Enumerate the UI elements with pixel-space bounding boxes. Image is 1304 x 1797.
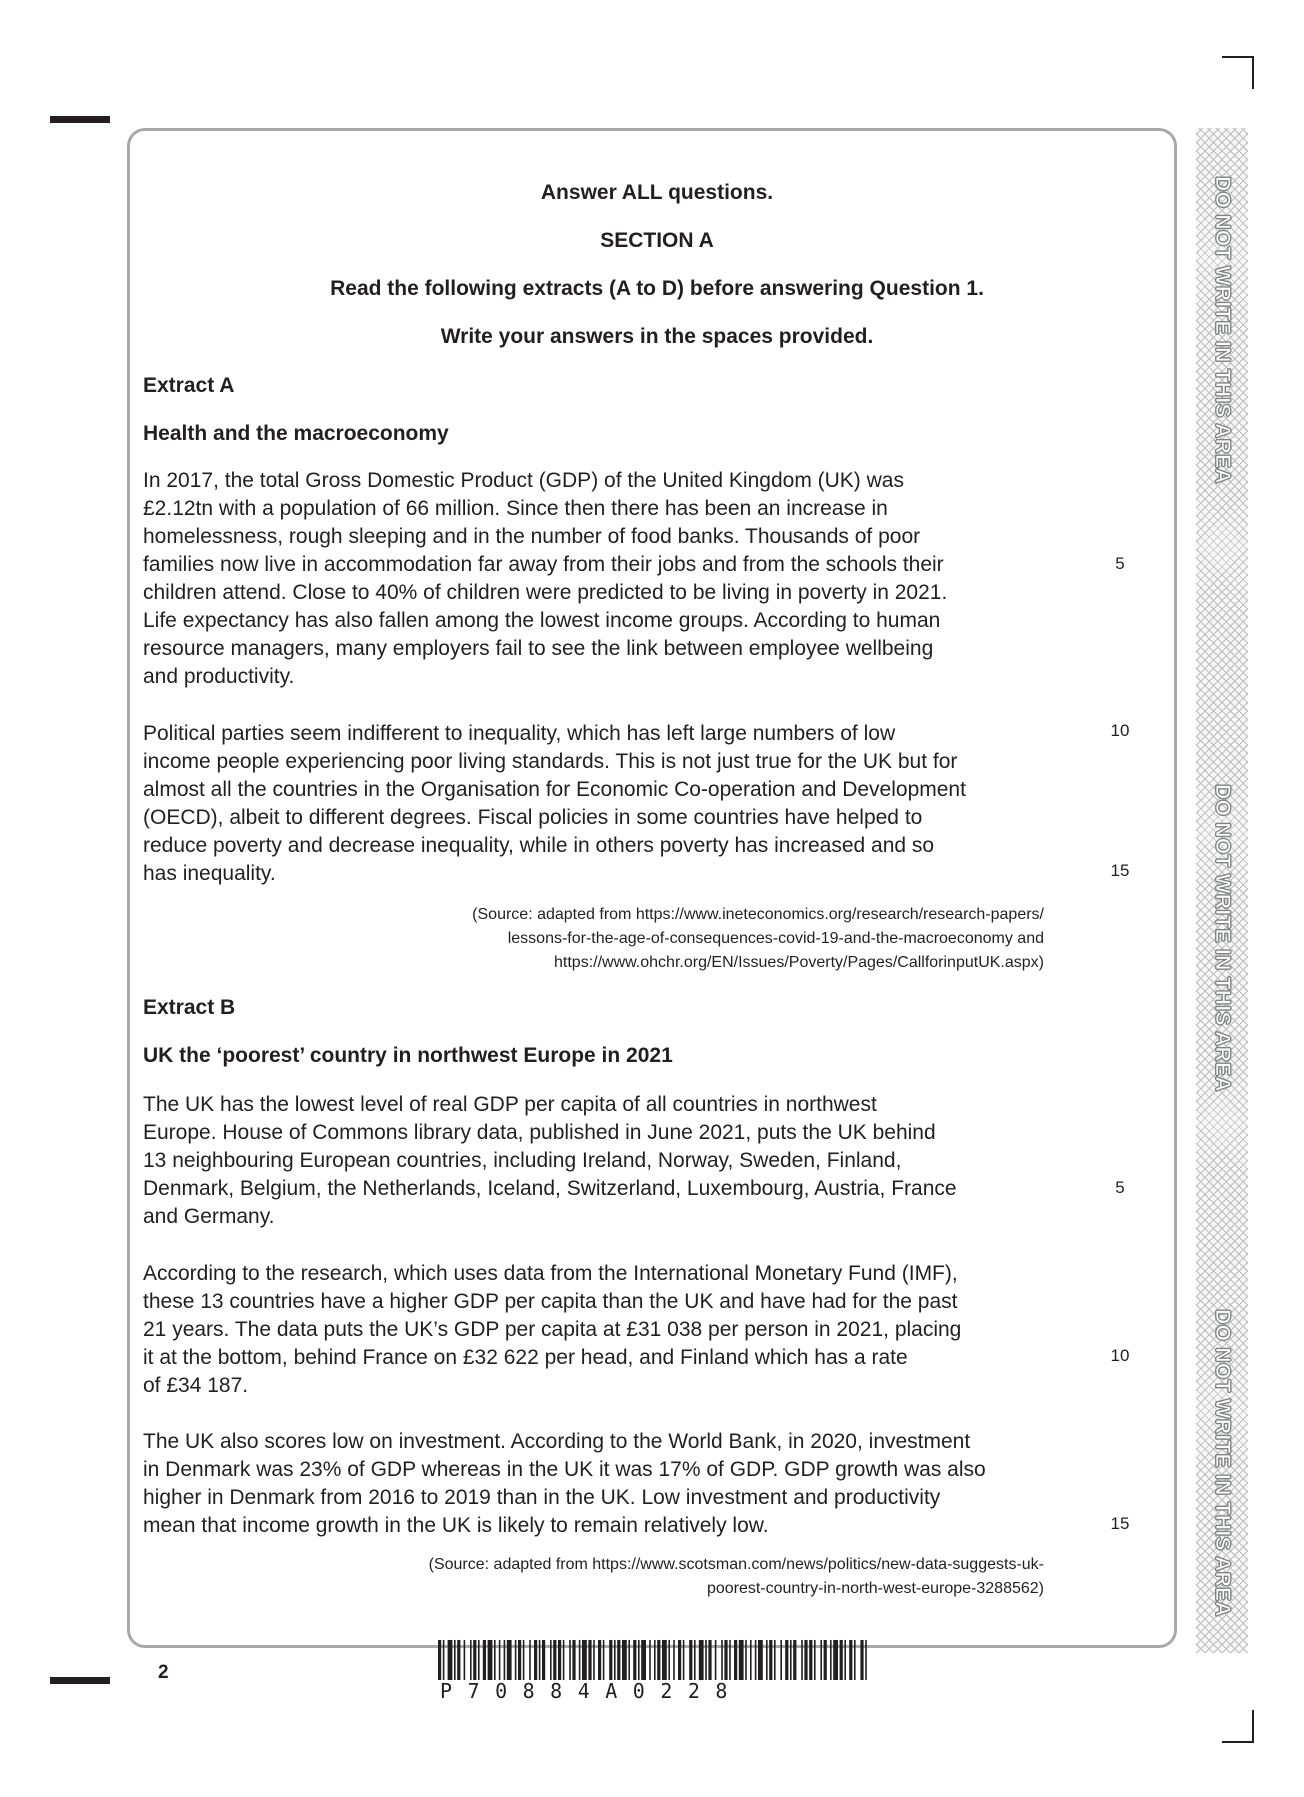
- text-line: income people experiencing poor living standards. This is not just true for the UK but for: [143, 750, 958, 773]
- barcode-bar: [683, 1640, 685, 1680]
- barcode-bar: [801, 1640, 803, 1680]
- barcode-bar: [539, 1640, 541, 1680]
- barcode-bar: [766, 1640, 768, 1680]
- section-heading: SECTION A: [600, 229, 714, 252]
- barcode-bar: [579, 1640, 581, 1680]
- source-line: (Source: adapted from https://www.ineteconomics.org/research/research-papers/: [472, 906, 1044, 923]
- barcode-bar: [483, 1640, 486, 1680]
- barcode-bar: [662, 1640, 667, 1680]
- text-line: £2.12tn with a population of 66 million. Since then there has been an increase in: [143, 497, 888, 520]
- text-line: and productivity.: [143, 665, 295, 688]
- barcode-bar: [734, 1640, 737, 1680]
- barcode-bar: [454, 1640, 456, 1680]
- line-number: 15: [1110, 861, 1130, 880]
- barcode-bar: [518, 1640, 521, 1680]
- barcode-bar: [755, 1640, 757, 1680]
- extract-a-paragraph-2: [143, 720, 1058, 888]
- barcode-bar: [699, 1640, 704, 1680]
- barcode-bar: [844, 1640, 846, 1680]
- barcode-bar: [478, 1640, 480, 1680]
- barcode-bar: [729, 1640, 731, 1680]
- text-line: in Denmark was 23% of GDP whereas in the UK it was 17% of GDP. GDP growth was also: [143, 1458, 986, 1481]
- barcode-bar: [622, 1640, 627, 1680]
- read-instruction: Read the following extracts (A to D) before answering Question 1.: [330, 277, 984, 300]
- barcode-bar: [824, 1640, 827, 1680]
- text-line: Political parties seem indifferent to inequality, which has left large numbers of low: [143, 722, 896, 745]
- crop-mark-bottom-right-horizontal: [1222, 1741, 1254, 1743]
- extract-a-source: [284, 903, 1044, 975]
- barcode-bar: [448, 1640, 453, 1680]
- text-line: According to the research, which uses data from the International Monetary Fund (IMF),: [143, 1262, 958, 1285]
- text-line: higher in Denmark from 2016 to 2019 than in the UK. Low investment and productivity: [143, 1486, 941, 1509]
- barcode-bar: [668, 1640, 670, 1680]
- barcode-bar: [609, 1640, 612, 1680]
- barcode-bar: [715, 1640, 717, 1680]
- line-number: 5: [1115, 1178, 1125, 1197]
- do-not-write-margin: [1196, 128, 1248, 1653]
- text-line: of £34 187.: [143, 1374, 249, 1397]
- barcode-bar: [804, 1640, 807, 1680]
- barcode-bar: [488, 1640, 493, 1680]
- source-line: (Source: adapted from https://www.scotsman.com/news/politics/new-data-suggests-uk-: [428, 1556, 1044, 1573]
- crop-mark-top-right-vertical: [1252, 56, 1254, 89]
- text-line: reduce poverty and decrease inequality, while in others poverty has increased and so: [143, 834, 935, 857]
- barcode-bar: [628, 1640, 630, 1680]
- barcode-bar: [865, 1640, 867, 1680]
- page-number: 2: [158, 1662, 169, 1683]
- text-line: children attend. Close to 40% of children were predicted to be living in poverty in 2021.: [143, 581, 948, 604]
- text-line: families now live in accommodation far away from their jobs and from the schools their: [143, 553, 944, 576]
- text-line: and Germany.: [143, 1205, 275, 1228]
- barcode-bar: [780, 1640, 782, 1680]
- barcode-bar: [820, 1640, 822, 1680]
- barcode-bar: [507, 1640, 512, 1680]
- line-number: 15: [1110, 1514, 1130, 1533]
- barcode-bar: [689, 1640, 692, 1680]
- barcode-bar: [443, 1640, 445, 1680]
- barcode-bar: [705, 1640, 707, 1680]
- barcode-bar: [638, 1640, 640, 1680]
- barcode-bar: [830, 1640, 832, 1680]
- extract-b-paragraph-1: [143, 1091, 1058, 1231]
- barcode-bar: [499, 1640, 501, 1680]
- text-line: these 13 countries have a higher GDP per capita than the UK and have had for the past: [143, 1290, 958, 1313]
- text-line: homelessness, rough sleeping and in the number of food banks. Thousands of poor: [143, 525, 921, 548]
- barcode-bar: [572, 1640, 575, 1680]
- barcode-bar: [614, 1640, 616, 1680]
- barcode-bar: [473, 1640, 476, 1680]
- extract-b-paragraph-2: [143, 1260, 1058, 1400]
- barcode-bar: [470, 1640, 472, 1680]
- barcode-bar: [809, 1640, 812, 1680]
- barcode-bar: [438, 1640, 441, 1680]
- barcode-bar: [529, 1640, 531, 1680]
- barcode-bar: [758, 1640, 763, 1680]
- barcode-bar: [840, 1640, 843, 1680]
- barcode-bar: [694, 1640, 696, 1680]
- crop-mark-bottom-right-vertical: [1252, 1710, 1254, 1743]
- line-number: 10: [1110, 1346, 1130, 1365]
- barcode-bar: [721, 1640, 723, 1680]
- do-not-write-label: DO NOT WRITE IN THIS AREA: [1211, 1309, 1234, 1617]
- crop-mark-bottom-left: [50, 1677, 110, 1684]
- extract-b-source: [284, 1553, 1044, 1601]
- barcode-bar: [569, 1640, 571, 1680]
- barcode-bar: [464, 1640, 466, 1680]
- extract-b-paragraph-3: [143, 1428, 1058, 1540]
- barcode-text: P70884A0228: [440, 1679, 743, 1703]
- barcode-bar: [504, 1640, 506, 1680]
- text-line: Europe. House of Commons library data, published in June 2021, puts the UK behind: [143, 1121, 936, 1144]
- barcode-bar: [860, 1640, 863, 1680]
- barcode: [438, 1640, 868, 1680]
- text-line: mean that income growth in the UK is likely to remain relatively low.: [143, 1514, 769, 1537]
- extract-a-paragraph-1: [143, 467, 1058, 691]
- barcode-bar: [550, 1640, 552, 1680]
- barcode-bar: [542, 1640, 545, 1680]
- barcode-bar: [558, 1640, 561, 1680]
- barcode-bar: [553, 1640, 556, 1680]
- text-line: Denmark, Belgium, the Netherlands, Iceland, Switzerland, Luxembourg, Austria, France: [143, 1177, 957, 1200]
- extract-b-label: Extract B: [143, 996, 236, 1019]
- barcode-bar: [833, 1640, 838, 1680]
- do-not-write-label: DO NOT WRITE IN THIS AREA: [1211, 784, 1234, 1092]
- line-number: 5: [1115, 554, 1125, 573]
- barcode-bar: [750, 1640, 752, 1680]
- barcode-bar: [790, 1640, 792, 1680]
- barcode-bar: [582, 1640, 587, 1680]
- text-line: The UK also scores low on investment. According to the World Bank, in 2020, investment: [143, 1430, 971, 1453]
- source-line: https://www.ohchr.org/EN/Issues/Poverty/Pages/CallforinputUK.aspx): [554, 954, 1044, 971]
- barcode-bar: [588, 1640, 591, 1680]
- text-line: Life expectancy has also fallen among the lowest income groups. According to human: [143, 609, 941, 632]
- line-number: 10: [1110, 721, 1130, 740]
- answer-frame: [127, 128, 1177, 1648]
- barcode-bar: [657, 1640, 660, 1680]
- barcode-bar: [673, 1640, 675, 1680]
- write-instruction: Write your answers in the spaces provided.: [440, 325, 874, 348]
- text-line: 21 years. The data puts the UK’s GDP per capita at £31 038 per person in 2021, placing: [143, 1318, 962, 1341]
- extract-a-title: Health and the macroeconomy: [143, 422, 449, 445]
- barcode-bar: [534, 1640, 537, 1680]
- barcode-bar: [678, 1640, 681, 1680]
- text-line: it at the bottom, behind France on £32 622 per head, and Finland which has a rate: [143, 1346, 908, 1369]
- barcode-bar: [457, 1640, 460, 1680]
- text-line: almost all the countries in the Organisation for Economic Co-operation and Development: [143, 778, 966, 801]
- barcode-bar: [814, 1640, 816, 1680]
- crop-mark-top-left: [50, 116, 110, 123]
- text-line: The UK has the lowest level of real GDP per capita of all countries in northwest: [143, 1093, 877, 1116]
- extract-a-label: Extract A: [143, 374, 235, 397]
- barcode-bar: [523, 1640, 525, 1680]
- barcode-bar: [739, 1640, 744, 1680]
- barcode-bar: [641, 1640, 646, 1680]
- barcode-bar: [633, 1640, 636, 1680]
- barcode-bar: [793, 1640, 796, 1680]
- source-line: lessons-for-the-age-of-consequences-covid-19-and-the-macroeconomy and: [507, 930, 1044, 947]
- barcode-bar: [769, 1640, 772, 1680]
- barcode-bar: [563, 1640, 565, 1680]
- extract-b-title: UK the ‘poorest’ country in northwest Europe in 2021: [143, 1044, 673, 1067]
- barcode-bar: [724, 1640, 727, 1680]
- barcode-bar: [654, 1640, 656, 1680]
- text-line: (OECD), albeit to different degrees. Fiscal policies in some countries have helped to: [143, 806, 923, 829]
- barcode-bar: [617, 1640, 620, 1680]
- barcode-bar: [494, 1640, 496, 1680]
- barcode-bar: [849, 1640, 852, 1680]
- text-line: has inequality.: [143, 862, 276, 885]
- barcode-bar: [854, 1640, 856, 1680]
- barcode-bar: [515, 1640, 517, 1680]
- barcode-bar: [603, 1640, 605, 1680]
- crop-mark-top-right-horizontal: [1222, 56, 1254, 58]
- barcode-bar: [598, 1640, 601, 1680]
- barcode-bar: [708, 1640, 711, 1680]
- text-line: resource managers, many employers fail to see the link between employee wellbeing: [143, 637, 934, 660]
- barcode-bar: [593, 1640, 595, 1680]
- instruction-heading: Answer ALL questions.: [540, 181, 774, 204]
- text-line: In 2017, the total Gross Domestic Product (GDP) of the United Kingdom (UK) was: [143, 469, 904, 492]
- do-not-write-label: DO NOT WRITE IN THIS AREA: [1211, 176, 1234, 484]
- source-line: poorest-country-in-north-west-europe-3288562): [706, 1580, 1044, 1597]
- barcode-bar: [785, 1640, 788, 1680]
- barcode-bar: [774, 1640, 776, 1680]
- barcode-bar: [745, 1640, 747, 1680]
- barcode-bar: [649, 1640, 651, 1680]
- text-line: 13 neighbouring European countries, including Ireland, Norway, Sweden, Finland,: [143, 1149, 902, 1172]
